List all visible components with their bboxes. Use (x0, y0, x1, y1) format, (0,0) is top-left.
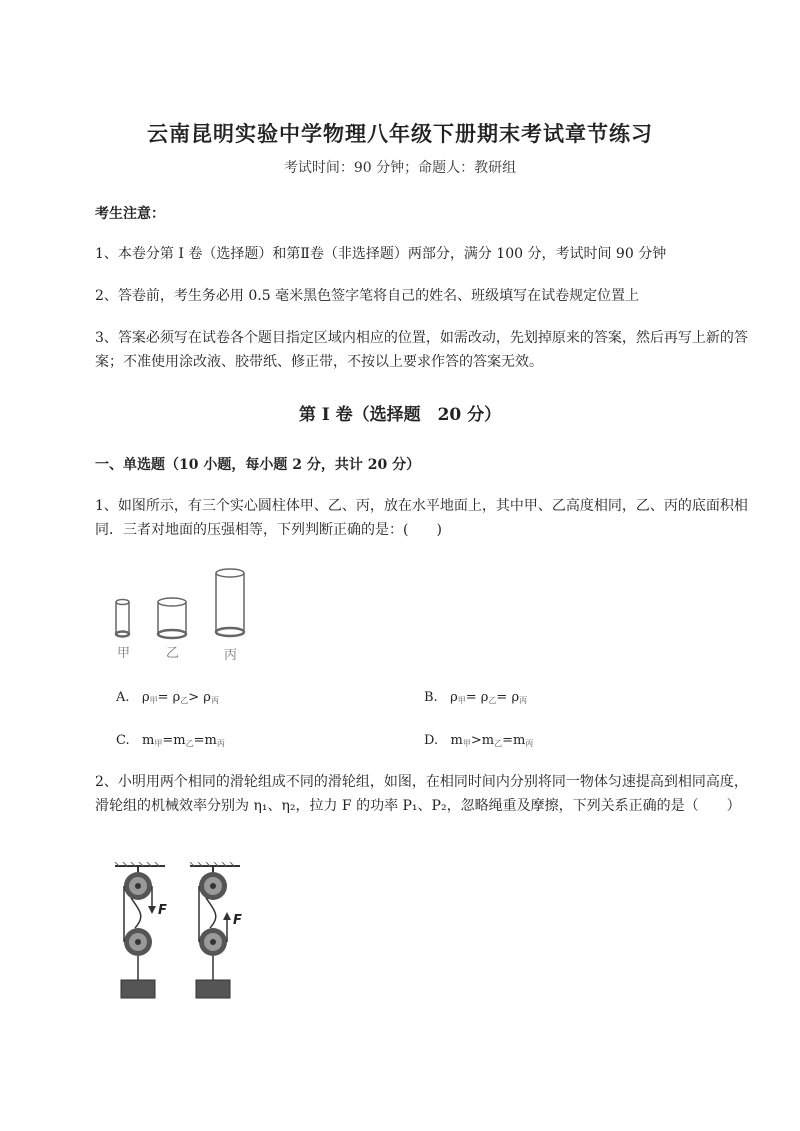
option-b[interactable]: B. $\rho_甲= \rho_乙= \rho_丙$ (424, 690, 528, 705)
document-subtitle: 考试时间：90 分钟；命题人：教研组 (283, 160, 517, 176)
cylinders-figure (100, 560, 260, 665)
cylinder-bing (216, 569, 244, 636)
option-d[interactable]: D. $m_甲>m_乙=m_丙$ (424, 733, 534, 748)
question-2-text: 2、小明用两个相同的滑轮组成不同的滑轮组，如图，在相同时间内分别将同一物体匀速提高到相同高度，滑轮组的机械效率分别为 η₁、η₂，拉力 F 的功率 P₁、P₂，忽略绳重及摩擦，下列关系正确的是（ ） (95, 774, 748, 814)
cylinder-jia (116, 600, 129, 637)
option-a[interactable]: A. $\rho_甲= \rho_乙> \rho_丙$ (116, 690, 219, 705)
notice-item-3: 3、答案必须写在试卷各个题目指定区域内相应的位置，如需改动，先划掉原来的答案，然后再写上新的答案；不准使用涂改液、胶带纸、修正带，不按以上要求作答的答案无效。 (95, 330, 748, 370)
part-title: 一、单选题（10 小题，每小题 2 分，共计 20 分） (95, 457, 421, 473)
notice-item-1: 1、本卷分第 I 卷（选择题）和第Ⅱ卷（非选择题）两部分，满分 100 分，考试时间 90 分钟 (95, 246, 667, 262)
document-title: 云南昆明实验中学物理八年级下册期末考试章节练习 (147, 121, 653, 146)
cylinder-yi (158, 598, 186, 638)
label-jia: 甲 (117, 646, 131, 661)
label-bing: 丙 (224, 648, 238, 663)
pulley-figure (105, 862, 265, 1002)
option-c[interactable]: C. $m_甲=m_乙=m_丙$ (116, 733, 225, 748)
question-1-text: 1、如图所示，有三个实心圆柱体甲、乙、丙，放在水平地面上，其中甲、乙高度相同，乙、丙的底面积相同．三者对地面的压强相等，下列判断正确的是：( ) (95, 498, 748, 538)
force-label-1: F (158, 903, 167, 918)
pulley-system-1 (115, 862, 167, 998)
notice-item-2: 2、答卷前，考生务必用 0.5 毫米黑色签字笔将自己的姓名、班级填写在试卷规定位置上 (95, 288, 640, 304)
label-yi: 乙 (166, 646, 180, 661)
section-title: 第 I 卷（选择题 20 分） (298, 405, 502, 425)
pulley-system-2 (190, 862, 242, 998)
notice-heading: 考生注意： (95, 206, 165, 222)
force-label-2: F (233, 913, 242, 928)
